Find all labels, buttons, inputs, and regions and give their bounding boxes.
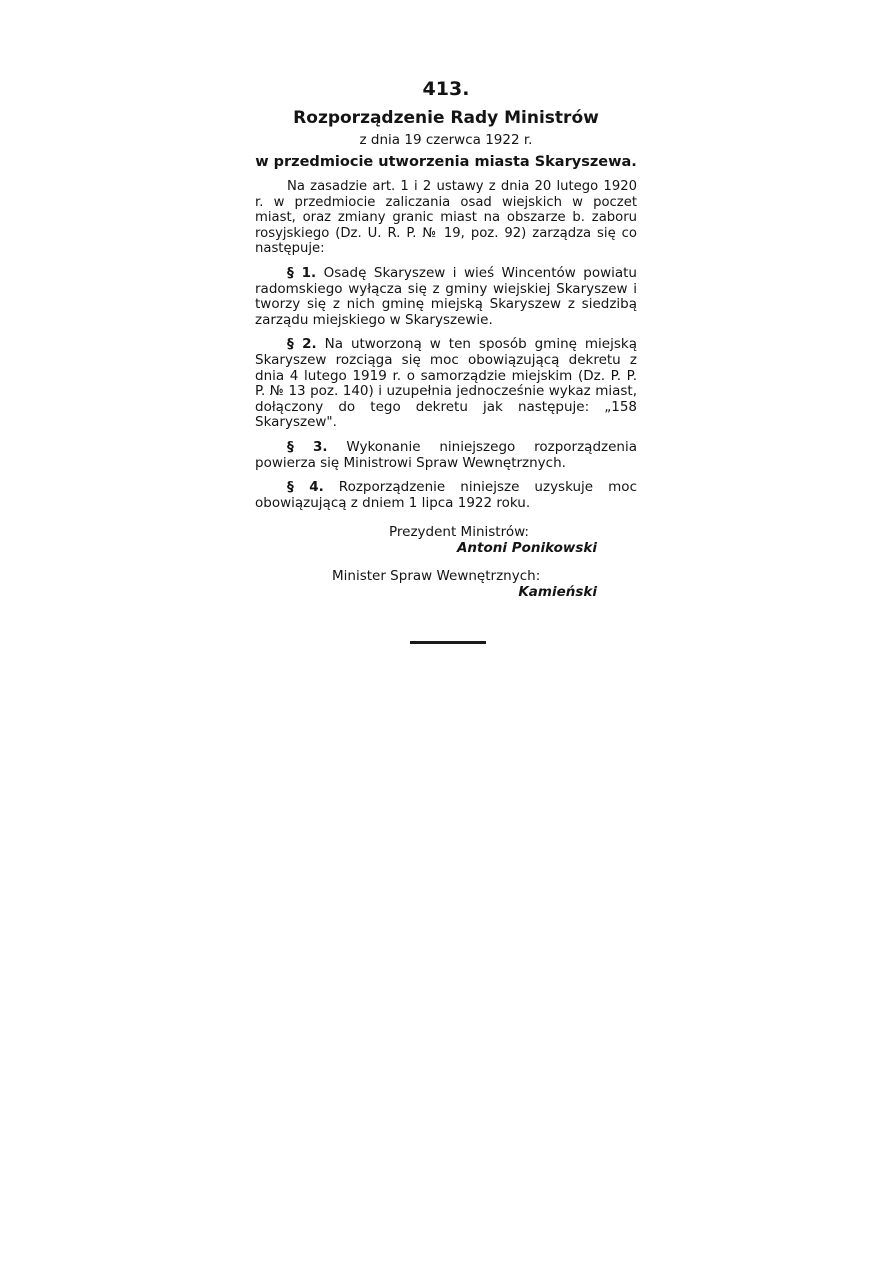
section-4-mark: § 4. xyxy=(287,479,324,496)
intro-paragraph: Na zasadzie art. 1 i 2 ustawy z dnia 20 lutego 1920 r. w przedmiocie zaliczania osad wiejskich w poczet miast, oraz zmiany granic miast na obszarze b. zaboru rosyjskiego (Dz. U. R. P. № 19, poz. 92) zarządza się co następuje: xyxy=(255,179,637,257)
section-1-mark: § 1. xyxy=(287,264,317,281)
signature-block xyxy=(255,524,637,600)
section-4-paragraph xyxy=(255,480,637,511)
closing-rule xyxy=(410,641,486,644)
signature-title-prime-minister: Prezydent Ministrów: xyxy=(389,524,529,541)
section-1-paragraph xyxy=(255,266,637,328)
document-page xyxy=(255,78,637,600)
section-2-text: Na utworzoną w ten sposób gminę miejską Skaryszew rozciąga się moc obowiązującą dekretu z dnia 4 lutego 1919 r. o samorządzie miejskim (Dz. P. P. P. № 13 poz. 140) i uzupełnia jednocześnie wykaz miast, dołączony do tego dekretu jak następuje: „158 Skaryszew". xyxy=(255,336,637,431)
section-3-mark: § 3. xyxy=(287,438,328,455)
section-4-text: Rozporządzenie niniejsze uzyskuje moc obowiązującą z dniem 1 lipca 1922 roku. xyxy=(255,479,637,511)
act-title: Rozporządzenie Rady Ministrów xyxy=(293,108,599,128)
section-2-mark: § 2. xyxy=(287,336,317,353)
signature-name-prime-minister: Antoni Ponikowski xyxy=(456,540,597,557)
signature-title-interior-minister: Minister Spraw Wewnętrznych: xyxy=(332,568,541,585)
section-1-text: Osadę Skaryszew i wieś Wincentów powiatu radomskiego wyłącza się z gminy wiejskiej Skaryszew i tworzy się z nich gminę miejską Skaryszew z siedzibą zarządu miejskiego w Skaryszewie. xyxy=(255,264,637,328)
signature-name-interior-minister: Kamieński xyxy=(518,584,597,601)
act-date: z dnia 19 czerwca 1922 r. xyxy=(359,132,533,148)
section-3-text: Wykonanie niniejszego rozporządzenia powierza się Ministrowi Spraw Wewnętrznych. xyxy=(255,438,637,471)
section-3-paragraph xyxy=(255,440,637,471)
section-2-paragraph xyxy=(255,337,637,431)
act-subject: w przedmiocie utworzenia miasta Skaryszewa. xyxy=(255,154,637,170)
act-number: 413. xyxy=(422,78,470,100)
